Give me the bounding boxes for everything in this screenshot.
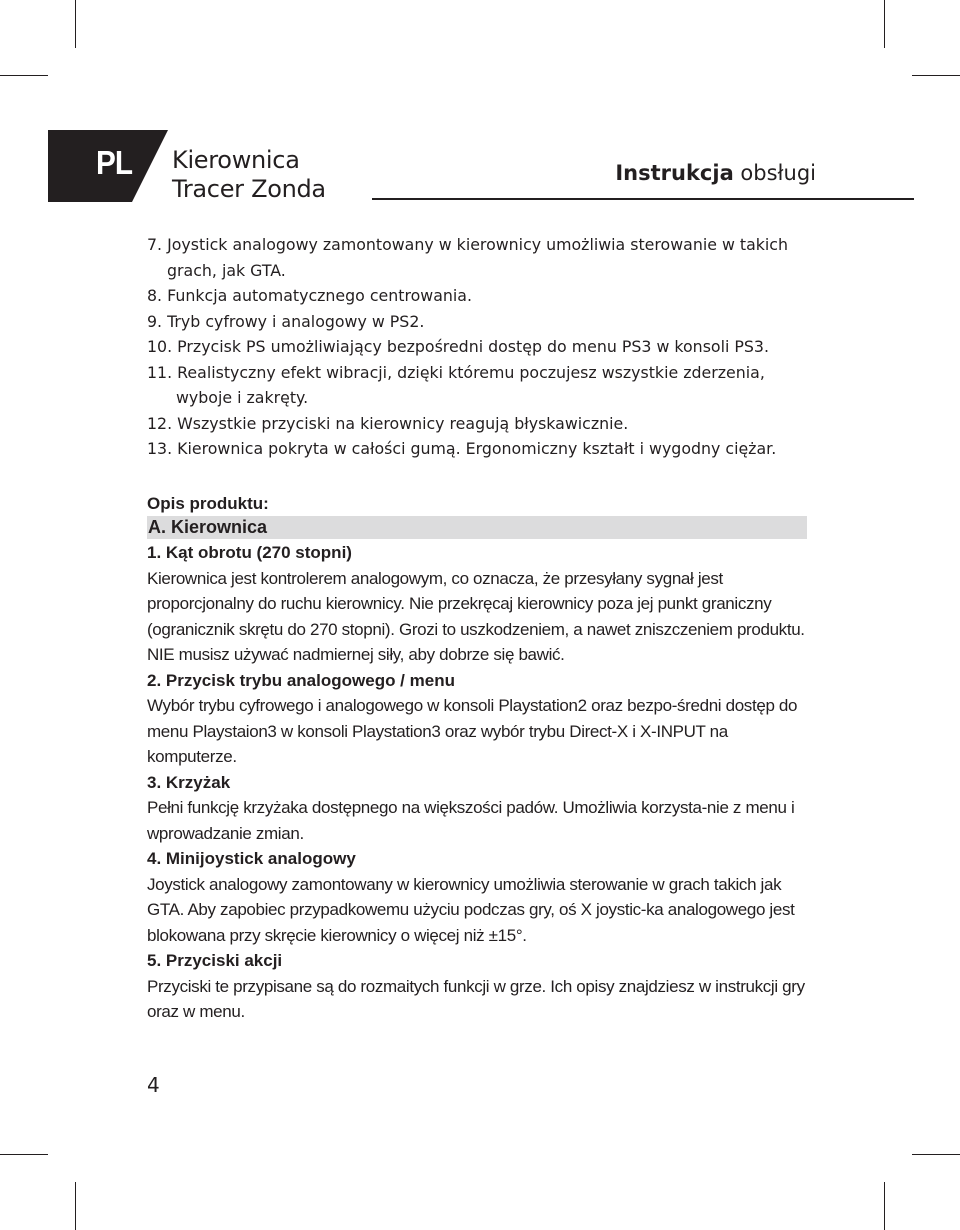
item-title: 1. Kąt obrotu (270 stopni): [147, 543, 352, 562]
crop-mark: [0, 75, 48, 76]
crop-mark: [75, 1182, 76, 1230]
item-title: 2. Przycisk trybu analogowego / menu: [147, 670, 455, 690]
product-description: [147, 491, 807, 1025]
crop-mark: [884, 1182, 885, 1230]
crop-mark: [884, 0, 885, 48]
product-name: [172, 146, 326, 204]
page-number: 4: [147, 1073, 160, 1097]
header-rule: [372, 198, 914, 200]
language-code: PL: [96, 144, 133, 181]
feature-item: 7. Joystick analogowy zamontowany w kierownicy umożliwia sterowanie w takich grach, jak GTA.: [147, 235, 789, 280]
item-text: Joystick analogowy zamontowany w kierownicy umożliwia sterowanie w grach takich jak GTA. Aby zapobiec przypadkowemu użyciu podczas gry, oś X joystic-ka analogowego jest blokowana przy skręcie kierownicy o więcej niż ±15°.: [147, 874, 795, 945]
item-text: Pełni funkcję krzyżaka dostępnego na większości padów. Umożliwia korzysta-nie z menu i wprowadzanie zmian.: [147, 798, 795, 843]
item-title: 5. Przyciski akcji: [147, 951, 283, 970]
item-text: Kierownica jest kontrolerem analogowym, co oznacza, że przesyłany sygnał jest proporcjonalny do ruchu kierownicy. Nie przekręcaj kierownicy poza jej punkt graniczny (ogranicznik skrętu do 270 stopni). Grozi to uszkodzeniem, a nawet zniszczeniem produktu. NIE musisz używać nadmiernej siły, aby dobrze się bawić.: [147, 568, 805, 664]
feature-item: 11. Realistyczny efekt wibracji, dzięki któremu poczujesz wszystkie zderzenia, wyboje i zakręty.: [147, 362, 765, 407]
section-heading: A. Kierownica: [147, 516, 807, 539]
feature-item: 9. Tryb cyfrowy i analogowy w PS2.: [147, 311, 425, 331]
crop-mark: [0, 1154, 48, 1155]
feature-list: [147, 232, 807, 462]
page-header: [48, 130, 914, 202]
manual-title-bold: Instrukcja: [615, 161, 734, 185]
crop-mark: [75, 0, 76, 48]
product-name-line1: Kierownica: [172, 146, 300, 174]
description-heading: Opis produktu:: [147, 493, 269, 513]
feature-item: 13. Kierownica pokryta w całości gumą. Ergonomiczny kształt i wygodny ciężar.: [147, 439, 777, 458]
manual-title: [615, 161, 816, 185]
item-title: 3. Krzyżak: [147, 772, 231, 792]
item-title: 4. Minijoystick analogowy: [147, 849, 356, 868]
feature-item: 8. Funkcja automatycznego centrowania.: [147, 286, 472, 305]
item-text: Wybór trybu cyfrowego i analogowego w konsoli Playstation2 oraz bezpo-średni dostęp do menu Playstaion3 w konsoli Playstation3 oraz wybór trybu Direct-X i X-INPUT na komputerze.: [147, 696, 798, 766]
product-name-line2: Tracer Zonda: [172, 175, 326, 203]
feature-item: 12. Wszystkie przyciski na kierownicy reagują błyskawicznie.: [147, 413, 629, 433]
language-badge: [48, 130, 168, 202]
page-content: [147, 232, 807, 1025]
item-text: Przyciski te przypisane są do rozmaitych funkcji w grze. Ich opisy znajdziesz w instrukcji gry oraz w menu.: [147, 976, 805, 1021]
manual-title-rest: obsługi: [733, 161, 816, 185]
crop-mark: [912, 75, 960, 76]
feature-item: 10. Przycisk PS umożliwiający bezpośredni dostęp do menu PS3 w konsoli PS3.: [147, 337, 770, 356]
crop-mark: [912, 1154, 960, 1155]
